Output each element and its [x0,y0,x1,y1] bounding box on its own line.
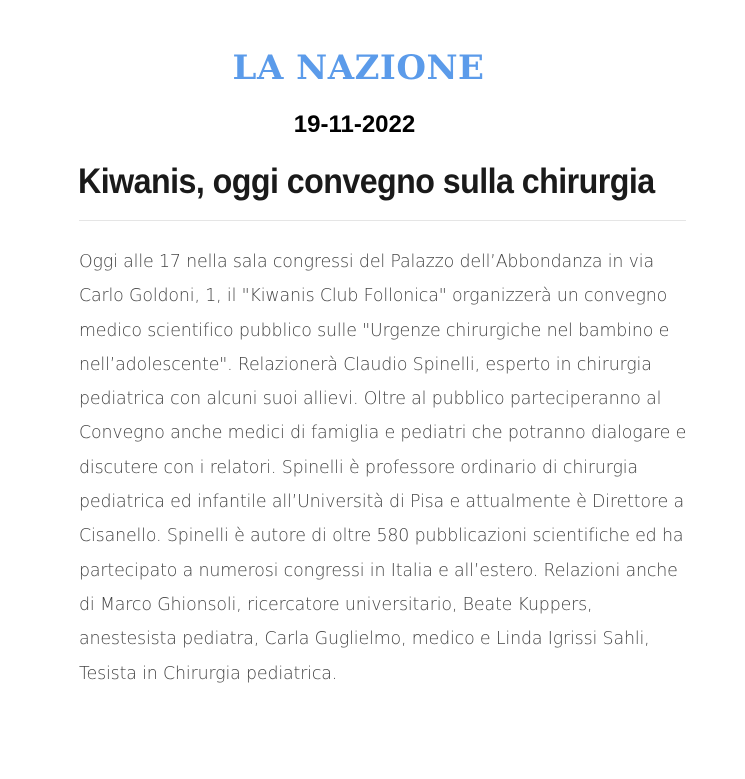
title-divider [79,220,686,221]
article-body: Oggi alle 17 nella sala congressi del Palazzo dell’Abbondanza in via Carlo Goldoni, 1, il "Kiwanis Club Follonica" organizzerà un convegno medico scientifico pubblico sulle "Urgenze chirurgiche nel bambino e nell’adolescente". Relazionerà Claudio Spinelli, esperto in chirurgia pediatrica con alcuni suoi allievi. Oltre al pubblico parteciperanno al Convegno anche medici di famiglia e pediatri che potranno dialogare e discutere con i relatori. Spinelli è professore ordinario di chirurgia pediatrica ed infantile all’Università di Pisa e attualmente è Direttore a Cisanello. Spinelli è autore di oltre 580 pubblicazioni scientifiche ed ha partecipato a numerosi congressi in Italia e all’estero. Relazioni anche di Marco Ghionsoli, ricercatore universitario, Beate Kuppers, anestesista pediatra, Carla Guglielmo, medico e Linda Igrissi Sahli, Tesista in Chirurgia pediatrica. [79,252,687,684]
newspaper-masthead: LA NAZIONE [232,48,485,88]
article-date: 19-11-2022 [293,111,416,138]
article-title: Kiwanis, oggi convegno sulla chirurgia [78,162,655,201]
